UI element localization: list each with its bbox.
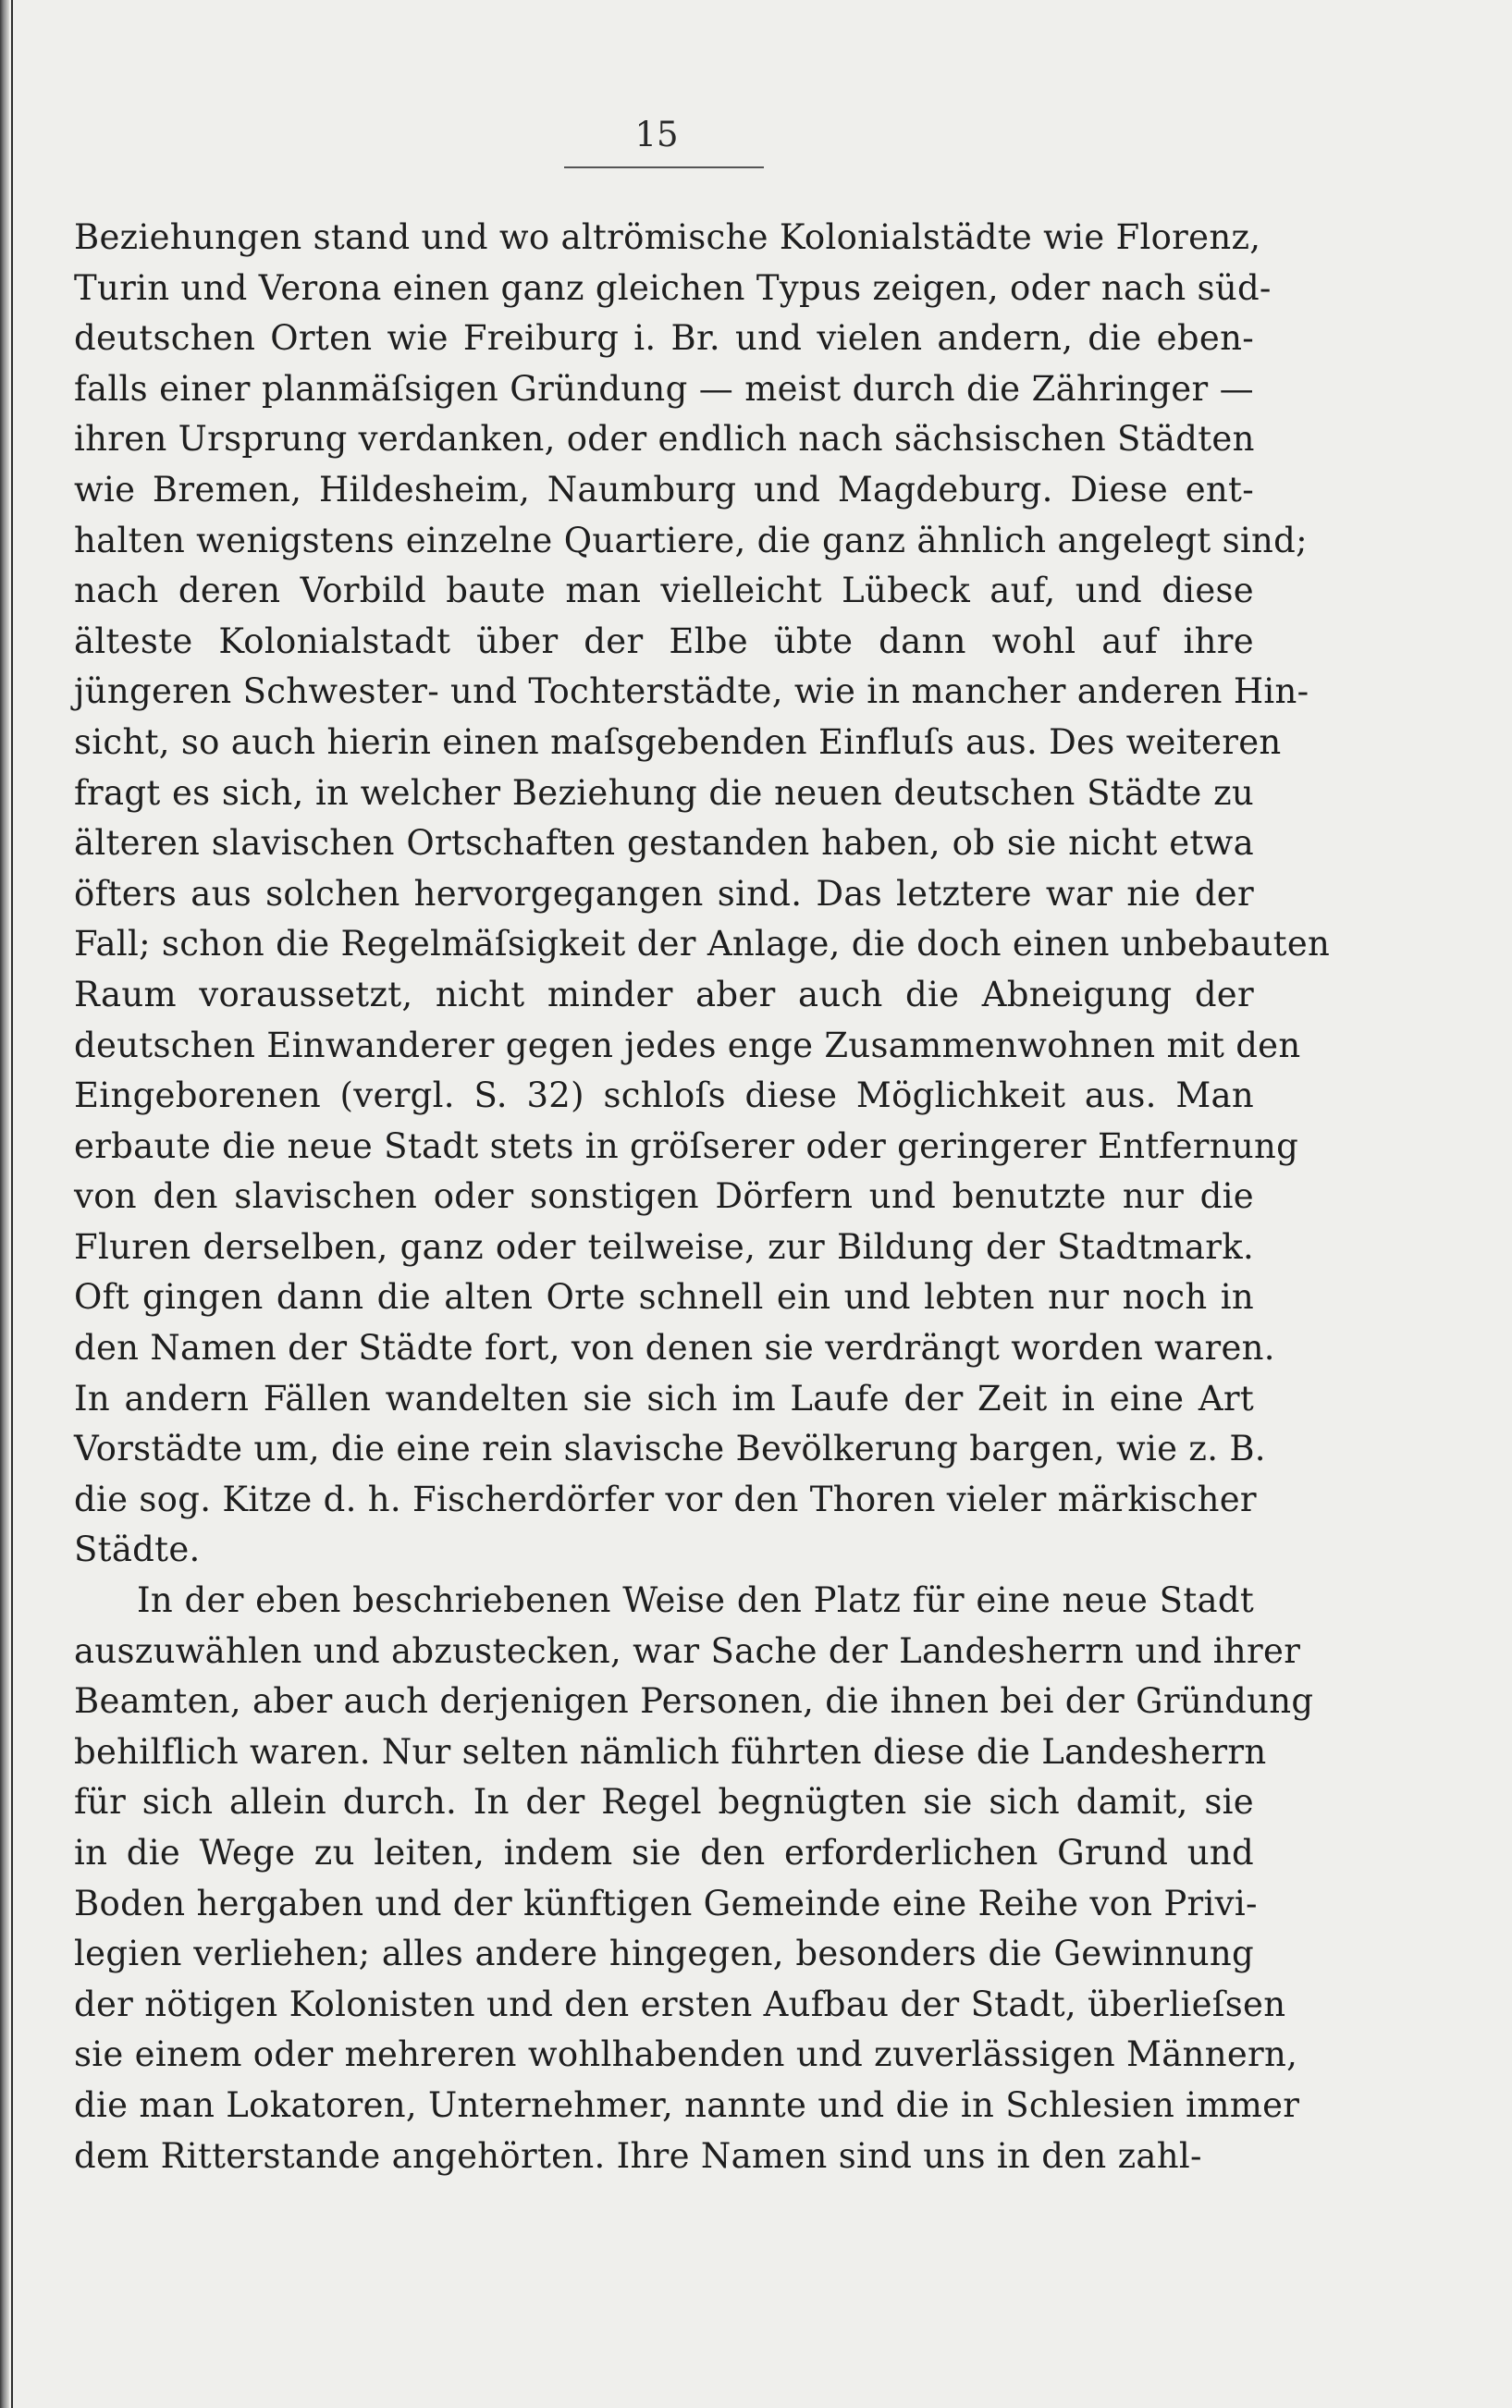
text-line: den Namen der Städte fort, von denen sie verdrängt worden waren.: [74, 1328, 1275, 1369]
text-line: Städte.: [74, 1530, 201, 1570]
text-line: von den slavischen oder sonstigen Dörfern und benutzte nur die: [74, 1176, 1254, 1217]
page-number-rule: [564, 166, 764, 168]
text-line: Vorstädte um, die eine rein slavische Bevölkerung bargen, wie z. B.: [74, 1429, 1266, 1469]
text-line: wie Bremen, Hildesheim, Naumburg und Magdeburg. Diese ent-: [74, 469, 1254, 510]
text-line: Beamten, aber auch derjenigen Personen, die ihnen bei der Gründung: [74, 1681, 1314, 1722]
text-line: die man Lokatoren, Unternehmer, nannte und die in Schlesien immer: [74, 2084, 1300, 2125]
text-line: dem Ritterstande angehörten. Ihre Namen sind uns in den zahl-: [74, 2135, 1202, 2176]
text-line: sie einem oder mehreren wohlhabenden und zuverlässigen Männern,: [74, 2034, 1298, 2075]
text-line: älteren slavischen Ortschaften gestanden haben, ob sie nicht etwa: [74, 823, 1254, 864]
text-line: Turin und Verona einen ganz gleichen Typus zeigen, oder nach süd-: [74, 267, 1272, 308]
text-line: halten wenigstens einzelne Quartiere, die ganz ähnlich angelegt sind;: [74, 520, 1308, 560]
text-line: legien verliehen; alles andere hingegen, besonders die Gewinnung: [74, 1934, 1254, 1974]
text-line: die sog. Kitze d. h. Fischerdörfer vor den Thoren vieler märkischer: [74, 1479, 1257, 1519]
text-line: fragt es sich, in welcher Beziehung die neuen deutschen Städte zu: [74, 772, 1254, 813]
text-line: öfters aus solchen hervorgegangen sind. Das letztere war nie der: [74, 873, 1254, 914]
paragraph: [74, 1576, 1314, 2181]
text-line: In der eben beschriebenen Weise den Platz für eine neue Stadt: [137, 1580, 1254, 1621]
text-line: Raum voraussetzt, nicht minder aber auch die Abneigung der: [74, 974, 1254, 1014]
text-line: In andern Fällen wandelten sie sich im Laufe der Zeit in eine Art: [74, 1378, 1254, 1419]
text-line: Fluren derselben, ganz oder teilweise, zur Bildung der Stadtmark.: [74, 1226, 1254, 1267]
page-number: 15: [634, 115, 679, 154]
text-line: Boden hergaben und der künftigen Gemeinde eine Reihe von Privi-: [74, 1883, 1258, 1923]
text-line: sicht, so auch hierin einen maſsgebenden Einfluſs aus. Des weiteren: [74, 721, 1282, 762]
text-line: Eingeborenen (vergl. S. 32) schloſs diese Möglichkeit aus. Man: [74, 1075, 1254, 1116]
text-line: jüngeren Schwester- und Tochterstädte, wie in mancher anderen Hin-: [74, 671, 1309, 712]
text-line: für sich allein durch. In der Regel begnügten sie sich damit, sie: [74, 1782, 1254, 1823]
page-edge-shadow: [0, 0, 9, 2408]
text-line: falls einer planmäſsigen Gründung — meist durch die Zähringer —: [74, 368, 1254, 409]
body-text: [74, 213, 1331, 2181]
page-edge-line: [11, 0, 13, 2408]
text-line: Fall; schon die Regelmäſsigkeit der Anlage, die doch einen unbebauten: [74, 924, 1331, 964]
text-line: der nötigen Kolonisten und den ersten Aufbau der Stadt, überlieſsen: [74, 1984, 1286, 2024]
text-line: Beziehungen stand und wo altrömische Kolonialstädte wie Florenz,: [74, 217, 1261, 257]
text-line: älteste Kolonialstadt über der Elbe übte dann wohl auf ihre: [74, 620, 1254, 661]
text-line: behilflich waren. Nur selten nämlich führten diese die Landesherrn: [74, 1731, 1267, 1772]
text-line: in die Wege zu leiten, indem sie den erforderlichen Grund und: [74, 1833, 1254, 1873]
text-line: deutschen Orten wie Freiburg i. Br. und vielen andern, die eben-: [74, 318, 1254, 359]
text-line: auszuwählen und abzustecken, war Sache der Landesherrn und ihrer: [74, 1630, 1301, 1671]
text-line: nach deren Vorbild baute man vielleicht Lübeck auf, und diese: [74, 571, 1254, 611]
text-line: ihren Ursprung verdanken, oder endlich nach sächsischen Städten: [74, 419, 1255, 460]
text-line: deutschen Einwanderer gegen jedes enge Zusammenwohnen mit den: [74, 1025, 1301, 1065]
text-line: erbaute die neue Stadt stets in gröſserer oder geringerer Entfernung: [74, 1125, 1299, 1166]
paragraph: [74, 213, 1331, 1576]
text-line: Oft gingen dann die alten Orte schnell ein und lebten nur noch in: [74, 1277, 1254, 1318]
